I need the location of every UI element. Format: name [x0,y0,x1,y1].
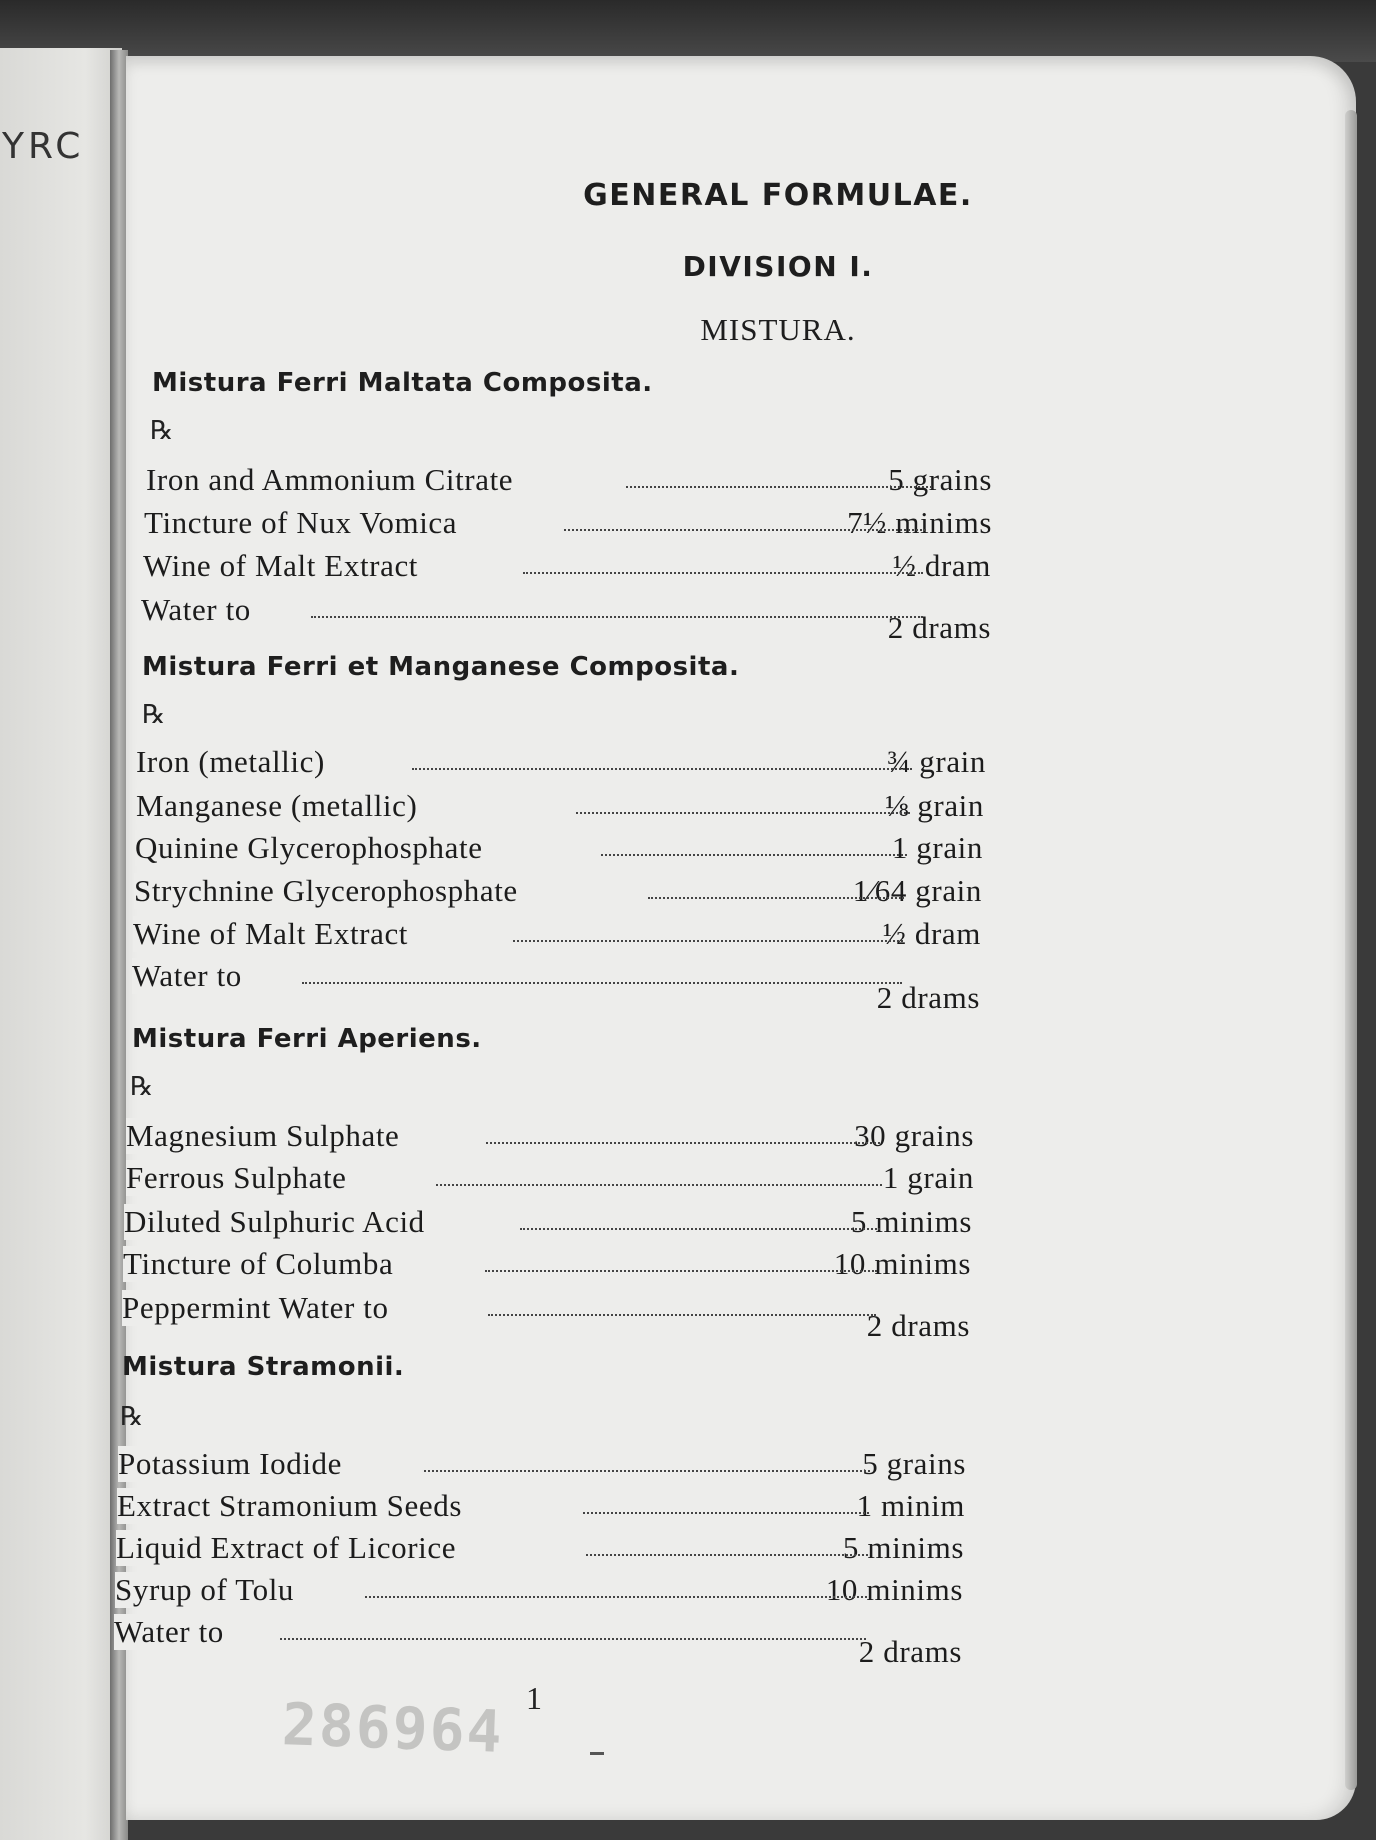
leader-dots [648,897,904,899]
ingredient-name: Water to [114,1614,230,1650]
formula-row [117,1488,965,1528]
formula-row [122,1290,970,1343]
ingredient-quantity: 1 grain [882,1160,974,1195]
page-title: GENERAL FORMULAE. [583,178,973,213]
leader-dots [576,812,910,814]
ingredient-name: Potassium Iodide [118,1446,348,1482]
leader-dots [280,1638,866,1640]
ingredient-quantity: 5 minims [850,1204,972,1239]
leader-dots [436,1184,882,1186]
formula-row [143,548,991,588]
ingredient-name: Wine of Malt Extract [133,916,414,952]
ingredient-quantity: 5 minims [842,1530,964,1565]
ingredient-name: Iron (metallic) [136,744,331,780]
ingredient-name: Extract Stramonium Seeds [117,1488,468,1524]
ingredient-quantity: 1 grain [891,830,983,865]
ingredient-quantity: 1⁄64 grain [852,873,982,908]
ingredient-name: Tincture of Columba [123,1246,399,1282]
ingredient-quantity: 10 minims [833,1246,971,1281]
leader-dots [302,982,902,984]
ingredient-quantity: 5 grains [862,1446,966,1481]
ingredient-quantity: ⅛ grain [885,788,984,823]
ingredient-name: Wine of Malt Extract [143,548,424,584]
formula-row [144,505,992,545]
catalog-stamp: 286964 [280,1690,505,1766]
rx-symbol: ℞ [142,700,166,730]
leader-dots [513,940,903,942]
ingredient-name: Diluted Sulphuric Acid [124,1204,431,1240]
ingredient-name: Water to [132,958,248,994]
leader-dots [311,616,923,618]
ingredient-name: Ferrous Sulphate [126,1160,353,1196]
leader-dots [486,1142,880,1144]
leader-dots [520,1228,880,1230]
formula-title: Mistura Stramonii. [122,1352,405,1382]
division-heading: DIVISION I. [682,250,874,283]
leader-dots [488,1314,876,1316]
ink-mark [590,1752,604,1755]
formula-row [136,744,986,784]
formula-row [136,788,984,828]
formula-row [123,1246,971,1286]
leader-dots [424,1470,870,1472]
ingredient-name: Iron and Ammonium Citrate [146,462,519,498]
formula-title: Mistura Ferri et Manganese Composita. [142,652,740,682]
formula-row [126,1160,974,1200]
formula-row [114,1614,962,1669]
rx-symbol: ℞ [150,416,174,446]
page-number: 1 [526,1680,542,1716]
leader-dots [365,1596,867,1598]
category-heading: MISTURA. [700,312,856,347]
formula-row [124,1204,972,1244]
ingredient-name: Strychnine Glycerophosphate [134,873,524,909]
page-edge [1345,110,1357,1790]
scan-background [0,0,1376,62]
formula-title: Mistura Ferri Aperiens. [132,1024,482,1054]
ingredient-quantity: 2 drams [887,610,991,645]
leader-dots [626,486,932,488]
ingredient-quantity: 10 minims [825,1572,963,1607]
formula-title: Mistura Ferri Maltata Composita. [152,368,653,398]
ingredient-quantity: 30 grains [854,1118,974,1153]
ingredient-quantity: ½ dram [892,548,991,583]
ingredient-name: Syrup of Tolu [115,1572,300,1608]
formula-row [116,1530,964,1570]
formula-row [133,916,981,956]
formula-row [115,1572,963,1612]
leader-dots [564,529,926,531]
ingredient-quantity: 2 drams [858,1634,962,1669]
ingredient-name: Magnesium Sulphate [126,1118,405,1154]
ingredient-quantity: ½ dram [882,916,981,951]
margin-note: YRC [2,126,85,167]
leader-dots [523,572,923,574]
formula-row [146,462,992,502]
rx-symbol: ℞ [120,1402,144,1432]
ingredient-name: Liquid Extract of Licorice [116,1530,462,1566]
ingredient-name: Manganese (metallic) [136,788,423,824]
leader-dots [586,1554,868,1556]
leader-dots [601,854,907,856]
formula-row [141,592,991,645]
ingredient-quantity: 2 drams [876,980,980,1015]
ingredient-name: Peppermint Water to [122,1290,395,1326]
ingredient-quantity: 2 drams [866,1308,970,1343]
formula-row [134,873,982,913]
formula-row [132,958,980,1015]
rx-symbol: ℞ [130,1072,154,1102]
leader-dots [412,768,912,770]
ingredient-quantity: ¾ grain [887,744,986,779]
ingredient-quantity: 1 minim [856,1488,965,1523]
ingredient-quantity: 5 grains [888,462,992,497]
ingredient-name: Tincture of Nux Vomica [144,505,463,541]
ingredient-name: Water to [141,592,257,628]
formula-row [118,1446,966,1486]
formula-row [126,1118,974,1158]
formula-row [135,830,983,870]
ingredient-name: Quinine Glycerophosphate [135,830,489,866]
leader-dots [583,1512,869,1514]
leader-dots [485,1270,877,1272]
ingredient-quantity: 7½ minims [847,505,992,540]
